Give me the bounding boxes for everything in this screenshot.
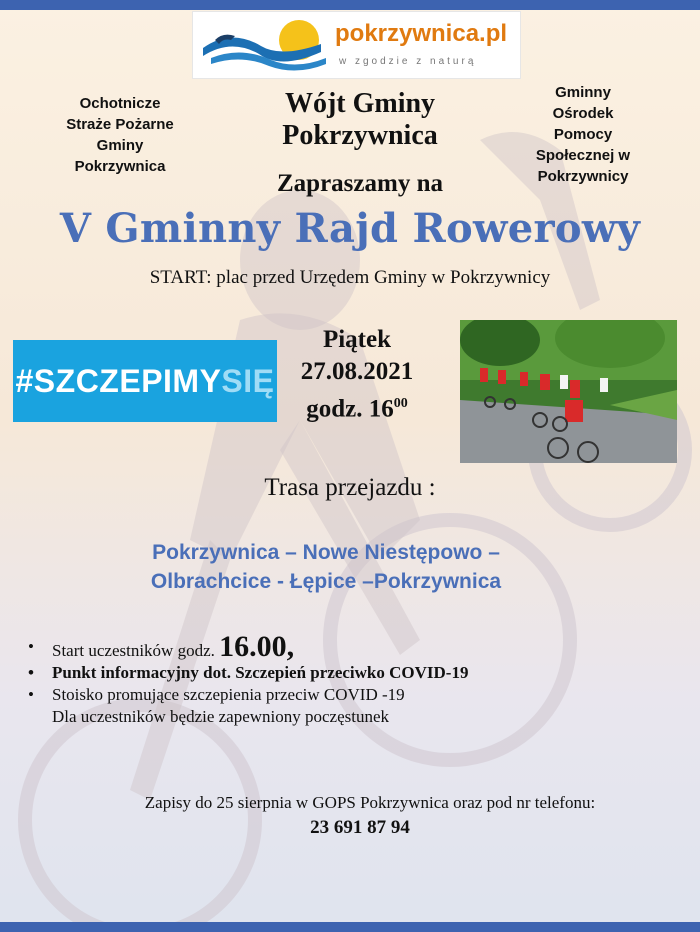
list-item: [28, 684, 688, 706]
event-day: Piątek: [322, 326, 392, 353]
organizer-title: [220, 88, 500, 152]
left-org-line: Gminy: [96, 137, 144, 154]
event-time: [272, 388, 442, 425]
route-line: Pokrzywnica – Nowe Niestępowo –: [152, 541, 500, 564]
right-org-line: Pokrzywnicy: [537, 168, 629, 185]
left-org-line: Pokrzywnica: [74, 158, 166, 175]
start-time: 16.00: [219, 630, 287, 663]
signup-info: Zapisy do 25 sierpnia w GOPS Pokrzywnica oraz pod nr telefonu:: [144, 793, 596, 812]
left-organizer: [40, 93, 200, 177]
badge-accent-text: SIĘ: [221, 362, 275, 399]
start-location: START: plac przed Urzędem Gminy w Pokrzywnicy: [149, 267, 551, 288]
list-item: [28, 662, 688, 684]
left-org-line: Straże Pożarne: [66, 116, 174, 133]
event-time-main: godz. 16: [306, 395, 394, 423]
logo-tagline: w zgodzie z naturą: [339, 56, 477, 67]
event-headline: V Gminny Rajd Rowerowy: [59, 205, 641, 252]
cyclists-photo: [460, 320, 677, 463]
right-org-line: Pomocy: [553, 126, 613, 143]
list-item-text: Start uczestników godz.: [52, 641, 220, 660]
phone-number: 23 691 87 94: [310, 817, 410, 838]
list-item: [28, 630, 688, 663]
logo: [192, 11, 521, 79]
right-org-line: Ośrodek: [552, 105, 614, 122]
list-item-suffix: ,: [286, 630, 295, 663]
organizer-line: Pokrzywnica: [282, 120, 438, 151]
right-org-line: Społecznej w: [535, 147, 631, 164]
bullet: •: [28, 637, 34, 656]
cyclists-photo-image: [460, 320, 677, 463]
list-item-text: Stoisko promujące szczepienia przeciw COVID -19: [52, 685, 405, 704]
invite-text: Zapraszamy na: [277, 170, 443, 197]
list-item-text: Punkt informacyjny dot. Szczepień przeciwko COVID-19: [52, 663, 469, 682]
szczepimy-sie-badge: [13, 340, 277, 422]
right-org-line: Gminny: [555, 84, 611, 101]
route-line: Olbrachcice - Łępice –Pokrzywnica: [150, 570, 502, 593]
list-item-text: Dla uczestników będzie zapewniony poczęstunek: [52, 707, 390, 726]
organizer-line: Wójt Gminy: [284, 88, 436, 119]
event-info-list: [28, 630, 688, 728]
route-title: Trasa przejazdu :: [264, 474, 436, 501]
bullet: •: [28, 685, 34, 704]
list-item-continuation: [28, 706, 688, 728]
right-organizer: [498, 82, 668, 187]
event-date: [272, 324, 442, 425]
event-time-minutes: 00: [393, 396, 408, 411]
route-list: [0, 538, 652, 596]
bullet: •: [28, 663, 34, 682]
event-date-value: 27.08.2021: [300, 358, 414, 385]
logo-wave-sun-icon: [201, 18, 331, 74]
badge-main-text: #SZCZEPIMY: [15, 362, 222, 399]
logo-name: pokrzywnica.pl: [335, 20, 508, 47]
left-org-line: Ochotnicze: [79, 95, 161, 112]
bottom-bar: [0, 922, 700, 932]
